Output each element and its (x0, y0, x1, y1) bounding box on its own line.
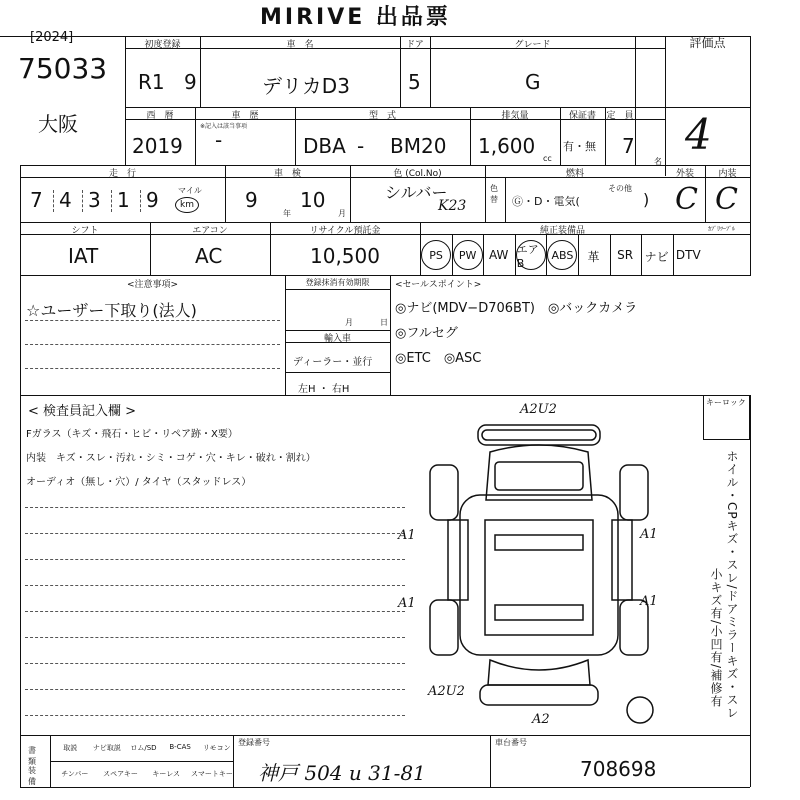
interior-label: 内装 (718, 169, 737, 179)
plate-number: 神戸 504 u 31-81 (258, 761, 426, 785)
first-reg-month: 9 (184, 70, 197, 94)
reg-day: 日 (380, 318, 388, 327)
sales-point: ◎ETC ◎ASC (395, 351, 482, 366)
warranty-label: 保証書 (568, 111, 596, 121)
inspection-month: 10 (300, 188, 326, 212)
doc-item: ロム/SD (130, 744, 157, 752)
damage-mark: A1 (398, 528, 416, 543)
equipment-label: 純正装備品 (539, 226, 585, 236)
door-label: ドア (406, 40, 424, 50)
recycle-value: 10,500 (310, 244, 380, 268)
doc-item: チンパー (61, 770, 89, 778)
doc-item: ナビ取説 (92, 744, 121, 752)
exterior-grade: C (675, 182, 698, 217)
interior-grade: C (715, 182, 738, 217)
sales-point: ◎ナビ(MDV−D706BT) ◎バックカメラ (395, 301, 638, 316)
fuel-label: 燃料 (565, 169, 584, 179)
era: R1 (138, 70, 165, 94)
sales-point: ◎フルセグ (395, 326, 458, 341)
docs-label: 書類 (28, 746, 36, 766)
mileage-digit: 1 (117, 188, 130, 212)
type-label: 型 式 (368, 111, 396, 121)
inspector-line: オーディオ（無し・穴）/ タイヤ（スタッドレス） (26, 477, 252, 488)
model-year: 2019 (132, 134, 183, 158)
mileage-digit: 4 (59, 188, 72, 212)
chassis-label: 車台番号 (495, 738, 527, 747)
mile-unit: マイル (178, 186, 202, 195)
person-unit: 名 (654, 157, 662, 166)
equipment-item: 革 (587, 250, 600, 264)
grade-label: グレード (514, 40, 551, 50)
car-name: デリカD3 (262, 74, 350, 98)
eval-label: 評価点 (689, 36, 726, 50)
chassis-code: 708698 (580, 757, 657, 781)
km-unit: km (175, 197, 199, 213)
lot-number: 75033 (18, 52, 108, 85)
model-year-label: 西 暦 (146, 111, 174, 121)
inspection-year: 9 (245, 188, 258, 212)
history-note: ※記入は該当事項 (200, 123, 248, 130)
cc-unit: cc (543, 154, 552, 163)
damage-mark: A1 (640, 594, 658, 609)
displacement-label: 排気量 (501, 111, 529, 121)
color-label: 色 (Col.No) (393, 169, 442, 179)
damage-mark: A2 (532, 712, 550, 727)
notes-label: <注意事項> (126, 280, 179, 290)
car-diagram (400, 400, 700, 730)
first-reg-label: 初度登録 (144, 40, 181, 50)
mileage-label: 走 行 (108, 169, 136, 179)
color-value: シルバー (385, 183, 448, 202)
inspector-label: < 検査員記入欄 > (28, 404, 137, 419)
equipment-item: エアB (516, 240, 546, 270)
doc-item: キーレス (152, 770, 181, 778)
shift-value: IAT (68, 244, 99, 268)
capacity-label: 定 員 (606, 111, 634, 121)
region: 大阪 (38, 112, 78, 136)
aircon-value: AC (195, 244, 223, 268)
equipment-item: DTV (675, 248, 701, 262)
damage-mark: A1 (398, 596, 416, 611)
damage-mark: A2U2 (520, 402, 557, 417)
equipment-item: ナビ (644, 250, 669, 264)
key-lock-label: キーロック (706, 398, 746, 407)
doc-item: B-CAS (169, 743, 191, 751)
car-name-label: 車 名 (286, 40, 314, 50)
doc-title: MIRIVE 出品票 (260, 5, 451, 30)
mileage-digit: 9 (146, 188, 159, 212)
doc-item: スマートキー (191, 770, 233, 778)
history: - (215, 128, 223, 152)
inspector-line: 内装 キズ・スレ・汚れ・シミ・コゲ・穴・キレ・破れ・割れ） (26, 453, 316, 464)
month-unit: 月 (338, 209, 346, 218)
dealer-parallel: ディーラー・並行 (293, 357, 373, 368)
capacity: 7 (622, 134, 635, 158)
doc-item: 取説 (63, 744, 78, 752)
fuel-value: Ⓖ・D・電気( (512, 195, 580, 208)
equipment-item: ABS (547, 240, 577, 270)
type-prefix: DBA (303, 134, 346, 158)
equipment-item: PS (421, 240, 451, 270)
warranty-value: 有・無 (563, 140, 596, 153)
inspector-line: Fガラス（キズ・飛石・ヒビ・リペア跡・X要） (26, 429, 238, 440)
plate-label: 登録番号 (238, 738, 270, 747)
color-change-label: 色替 (490, 184, 498, 204)
equipment-item: AW (488, 248, 509, 262)
doc-item: リモコン (202, 744, 231, 752)
reg-deadline-label: 登録抹消有効期限 (305, 278, 370, 287)
equipment-item: PW (453, 240, 483, 270)
aircon-label: エアコン (192, 226, 228, 236)
history-label: 車 歴 (231, 111, 259, 121)
grade: G (525, 70, 541, 94)
year-unit: 年 (283, 209, 291, 218)
capture-label: ｶﾌﾞﾘﾂｰﾌﾞﾙ (708, 226, 736, 233)
inspection-label: 車 検 (273, 169, 301, 179)
type-code: BM20 (390, 134, 447, 158)
handle-side: 左H ・ 右H (298, 384, 350, 395)
shift-label: シフト (71, 226, 99, 236)
sales-points-label: <セールスポイント> (395, 280, 482, 290)
displacement: 1,600 (478, 134, 536, 158)
exterior-label: 外装 (675, 169, 694, 179)
docs-side-label: 装備 (28, 766, 36, 786)
notes-text: ☆ユーザー下取り(法人) (26, 301, 197, 320)
right-vertical-text-2: 小キズ有/小凹有/補修有 (709, 568, 723, 709)
right-vertical-text: ホイル・CPキズ・スレ/ドアミラーキズ・スレ (725, 450, 739, 720)
year-label: [2024] (30, 30, 74, 45)
type-dash: - (357, 134, 365, 158)
recycle-label: リサイクル預託金 (309, 226, 381, 236)
doc-item: スペアキー (103, 770, 138, 778)
eval-score: 4 (685, 110, 712, 159)
equipment-item: SR (617, 248, 634, 262)
mileage-digit: 3 (88, 188, 101, 212)
color-code: K23 (438, 198, 467, 214)
reg-month: 月 (345, 318, 353, 327)
import-label: 輸入車 (323, 334, 351, 344)
damage-mark: A2U2 (428, 684, 465, 699)
fuel-other: その他 (608, 184, 632, 193)
door-count: 5 (408, 70, 421, 94)
fuel-close: ) (643, 190, 650, 209)
damage-mark: A1 (640, 527, 658, 542)
mileage-digit: 7 (30, 188, 43, 212)
